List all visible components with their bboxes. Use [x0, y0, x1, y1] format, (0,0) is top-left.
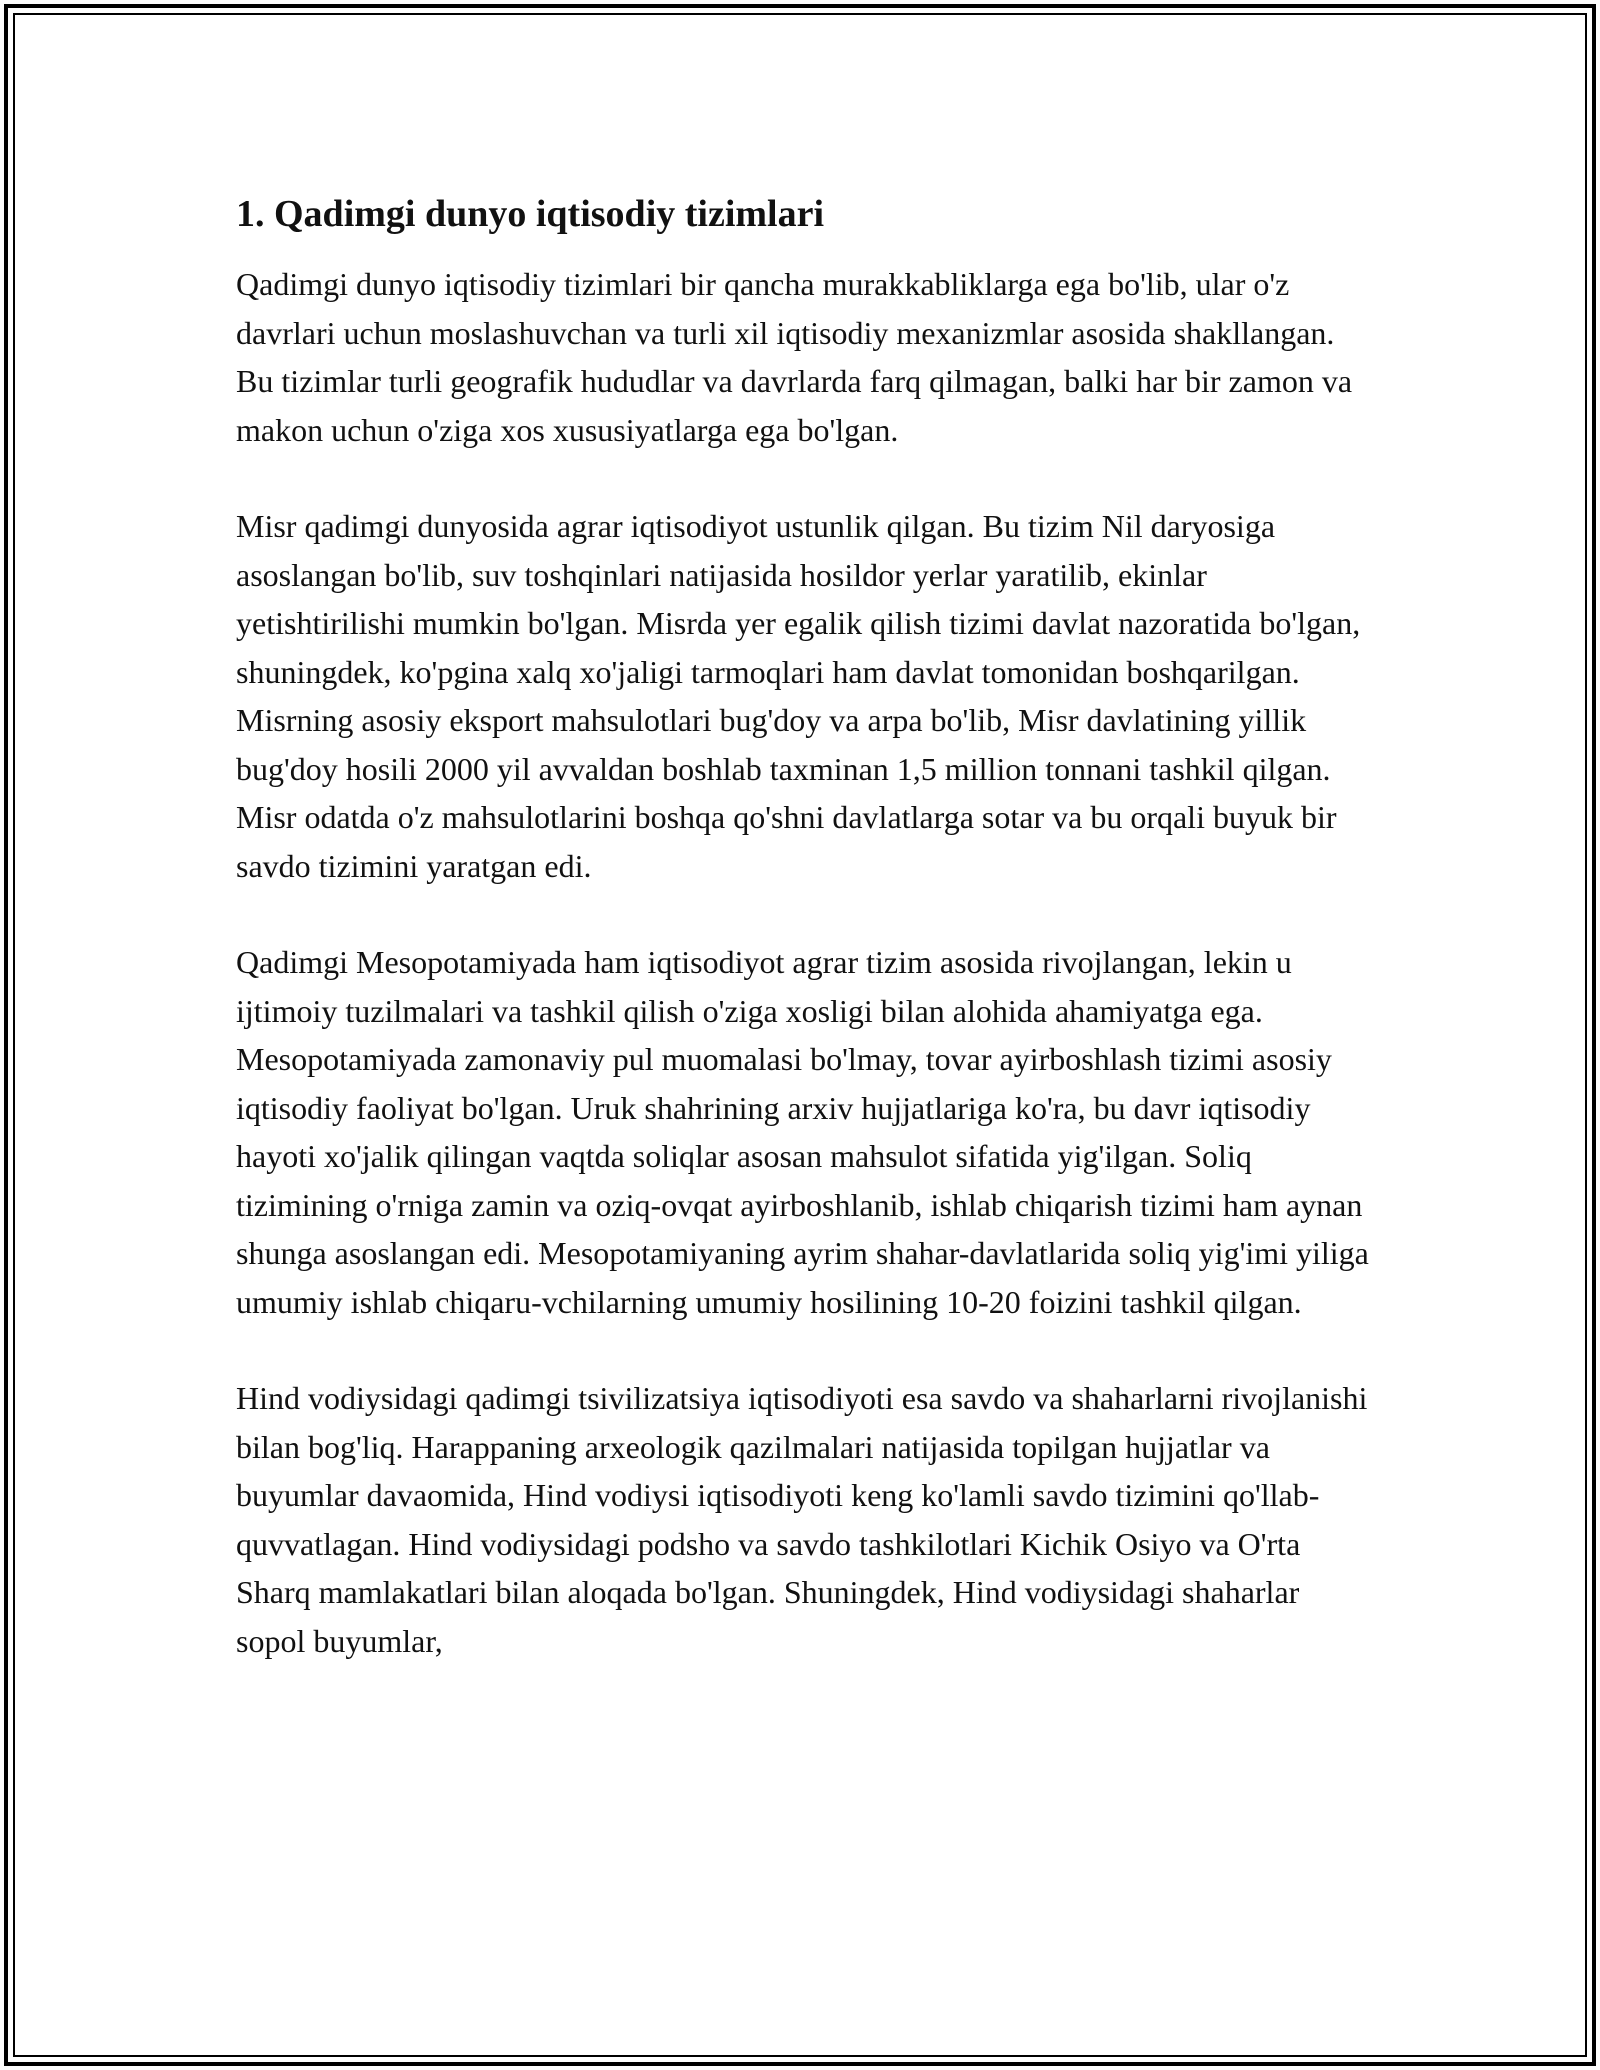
paragraph-mesopotamia: Qadimgi Mesopotamiyada ham iqtisodiyot agrar tizim asosida rivojlangan, lekin u ijtimoiy tuzilmalari va tashkil qilish o'ziga xosligi bilan alohida ahamiyatga ega. Mesopotamiyada zamonaviy pul muomalasi bo'lmay, tovar ayirboshlash tizimi asosiy iqtisodiy faoliyat bo'lgan. Uruk shahrining arxiv hujjatlariga ko'ra, bu davr iqtisodiy hayoti xo'jalik qilingan vaqtda soliqlar asosan mahsulot sifatida yig'ilgan. Soliq tizimining o'rniga zamin va oziq-ovqat ayirboshlanib, ishlab chiqarish tizimi ham aynan shunga asoslangan edi. Mesopotamiyaning ayrim shahar-davlatlarida soliq yig'imi yiliga umumiy ishlab chiqaru-vchilarning umumiy hosilining 10-20 foizini tashkil qilgan. — [236, 944, 1369, 1320]
document-content — [236, 186, 1376, 1713]
paragraph-intro: Qadimgi dunyo iqtisodiy tizimlari bir qancha murakkabliklarga ega bo'lib, ular o'z davrlari uchun moslashuvchan va turli xil iqtisodiy mexanizmlar asosida shakllangan. Bu tizimlar turli geografik hududlar va davrlarda farq qilmagan, balki har bir zamon va makon uchun o'ziga xos xususiyatlarga ega bo'lgan. — [236, 266, 1353, 448]
paragraph-egypt: Misr qadimgi dunyosida agrar iqtisodiyot ustunlik qilgan. Bu tizim Nil daryosiga asoslangan bo'lib, suv toshqinlari natijasida hosildor yerlar yaratilib, ekinlar yetishtirilishi mumkin bo'lgan. Misrda yer egalik qilish tizimi davlat nazoratida bo'lgan, shuningdek, ko'pgina xalq xo'jaligi tarmoqlari ham davlat tomonidan boshqarilgan. Misrning asosiy eksport mahsulotlari bug'doy va arpa bo'lib, Misr davlatining yillik bug'doy hosili 2000 yil avvaldan boshlab taxminan 1,5 million tonnani tashkil qilgan. Misr odatda o'z mahsulotlarini boshqa qo'shni davlatlarga sotar va bu orqali buyuk bir savdo tizimini yaratgan edi. — [236, 508, 1361, 884]
paragraph-indus: Hind vodiysidagi qadimgi tsivilizatsiya iqtisodiyoti esa savdo va shaharlarni rivojlanishi bilan bog'liq. Harappaning arxeologik qazilmalari natijasida topilgan hujjatlar va buyumlar davaomida, Hind vodiysi iqtisodiyoti keng ko'lamli savdo tizimini qo'llab-quvvatlagan. Hind vodiysidagi podsho va savdo tashkilotlari Kichik Osiyo va O'rta Sharq mamlakatlari bilan aloqada bo'lgan. Shuningdek, Hind vodiysidagi shaharlar sopol buyumlar, — [236, 1380, 1368, 1659]
section-heading: 1. Qadimgi dunyo iqtisodiy tizimlari — [236, 193, 825, 235]
